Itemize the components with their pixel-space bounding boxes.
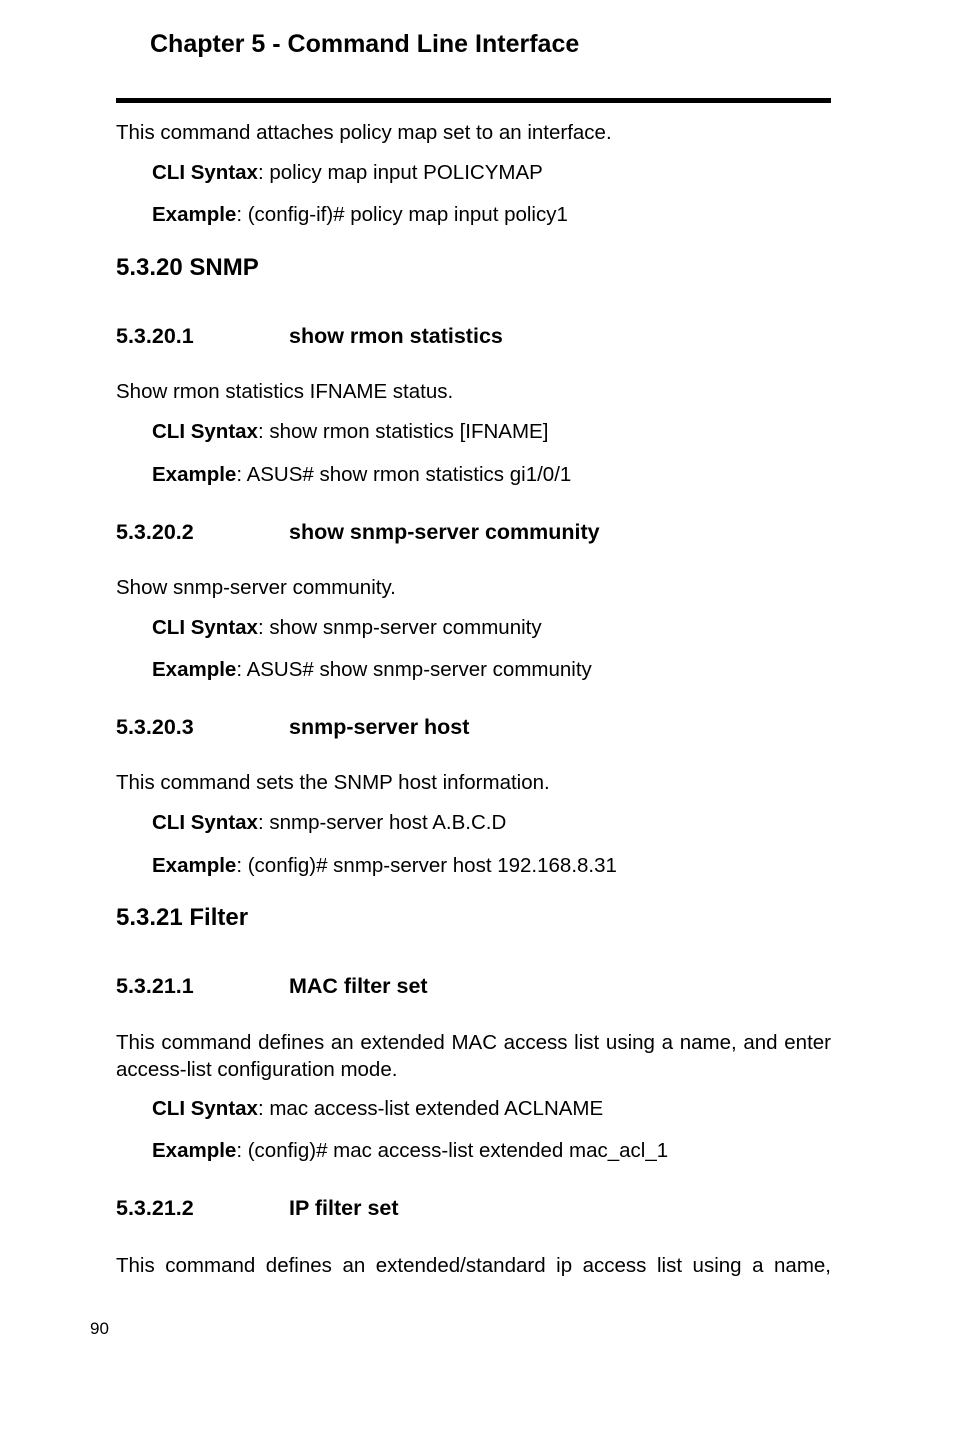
- cli-syntax-value: : policy map input POLICYMAP: [257, 161, 543, 184]
- subsection-number: 5.3.21.1: [116, 974, 194, 998]
- cli-syntax-value: : mac access-list extended ACLNAME: [257, 1097, 604, 1120]
- cli-syntax-line: [152, 616, 542, 640]
- example-label: Example: [152, 463, 237, 486]
- example-line: [152, 658, 592, 682]
- subsection-description: This command defines an extended MAC access list using a name, and enter access-list configuration mode.: [116, 1031, 831, 1081]
- cli-syntax-line: [152, 811, 506, 835]
- header-divider: [116, 98, 831, 103]
- example-line: [152, 1139, 668, 1163]
- example-value: : (config-if)# policy map input policy1: [236, 203, 568, 226]
- example-label: Example: [152, 854, 237, 877]
- subsection-description: This command sets the SNMP host information.: [116, 771, 550, 794]
- intro-cli-syntax: [152, 161, 543, 185]
- cli-syntax-label: CLI Syntax: [152, 616, 258, 639]
- example-value: : (config)# snmp-server host 192.168.8.31: [236, 854, 617, 877]
- example-label: Example: [152, 658, 237, 681]
- example-line: [152, 463, 571, 487]
- section-heading-snmp: 5.3.20 SNMP: [116, 254, 259, 281]
- subsection-description: Show rmon statistics IFNAME status.: [116, 380, 454, 403]
- example-value: : ASUS# show rmon statistics gi1/0/1: [236, 463, 572, 486]
- cli-syntax-label: CLI Syntax: [152, 811, 258, 834]
- example-label: Example: [152, 203, 237, 226]
- subsection-description: This command defines an extended/standard ip access list using a name,: [116, 1254, 831, 1277]
- cli-syntax-value: : snmp-server host A.B.C.D: [257, 811, 507, 834]
- chapter-title: Chapter 5 - Command Line Interface: [150, 30, 580, 58]
- cli-syntax-line: [152, 1097, 603, 1121]
- example-value: : (config)# mac access-list extended mac_acl_1: [236, 1139, 669, 1162]
- cli-syntax-label: CLI Syntax: [152, 161, 258, 184]
- section-heading-filter: 5.3.21 Filter: [116, 904, 249, 931]
- example-label: Example: [152, 1139, 237, 1162]
- cli-syntax-value: : show snmp-server community: [257, 616, 542, 639]
- cli-syntax-label: CLI Syntax: [152, 1097, 258, 1120]
- subsection-number: 5.3.20.1: [116, 324, 194, 348]
- example-line: [152, 854, 617, 878]
- subsection-number: 5.3.21.2: [116, 1196, 194, 1220]
- cli-syntax-label: CLI Syntax: [152, 420, 258, 443]
- subsection-description: Show snmp-server community.: [116, 576, 396, 599]
- cli-syntax-line: [152, 420, 548, 444]
- subsection-number: 5.3.20.2: [116, 520, 194, 544]
- cli-syntax-value: : show rmon statistics [IFNAME]: [257, 420, 549, 443]
- subsection-title: IP filter set: [289, 1196, 399, 1220]
- subsection-title: snmp-server host: [289, 715, 470, 739]
- intro-example: [152, 203, 568, 227]
- intro-description: This command attaches policy map set to an interface.: [116, 121, 612, 144]
- subsection-number: 5.3.20.3: [116, 715, 194, 739]
- subsection-title: show rmon statistics: [289, 324, 503, 348]
- subsection-title: show snmp-server community: [289, 520, 600, 544]
- example-value: : ASUS# show snmp-server community: [236, 658, 592, 681]
- page-number: 90: [90, 1319, 109, 1338]
- subsection-title: MAC filter set: [289, 974, 428, 998]
